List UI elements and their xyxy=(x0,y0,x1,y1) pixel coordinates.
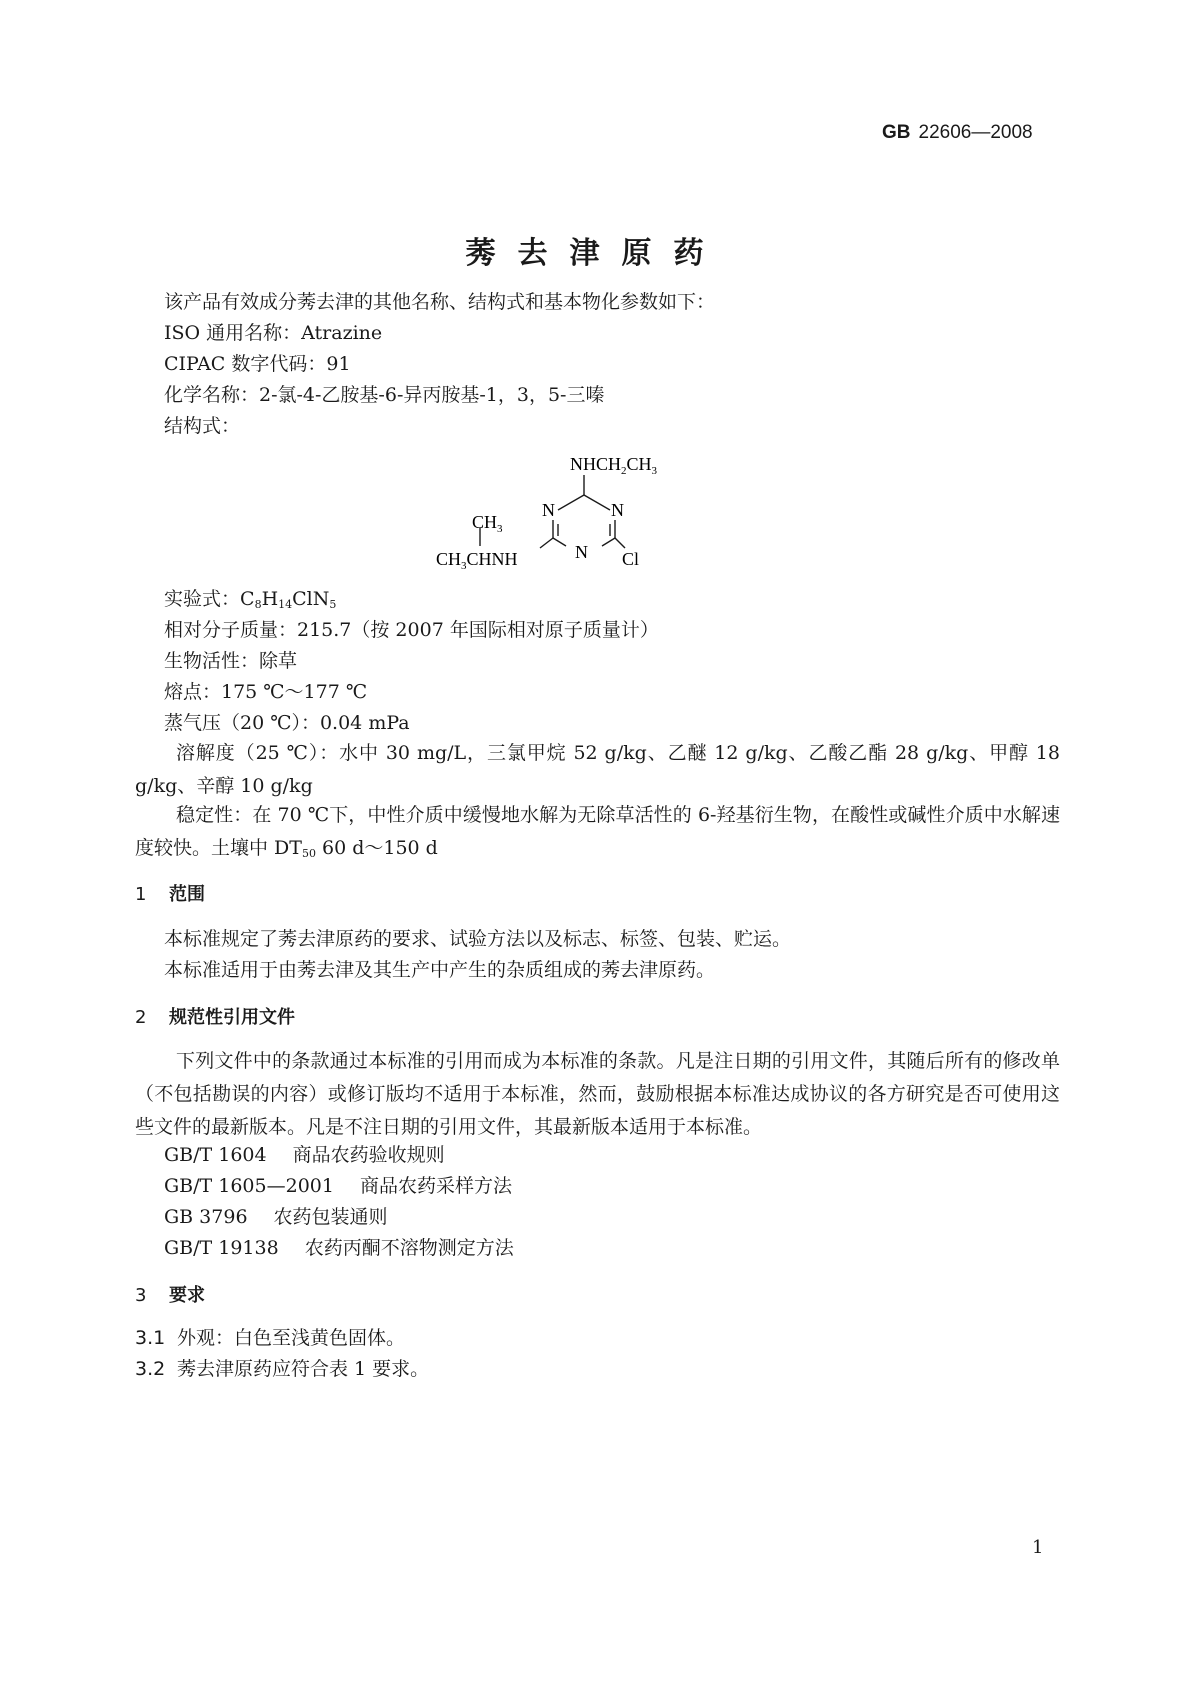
stability: 稳定性：在 70 ℃下，中性介质中缓慢地水解为无除草活性的 6-羟基衍生物，在酸性或碱性介质中水解速度较快。土壤中 $DT_{50}$ 60 d～150 d xyxy=(135,804,1060,860)
section-2-heading: 2 规范性引用文件 xyxy=(135,1007,295,1028)
solubility: 溶解度（25 ℃）：水中 30 mg/L，三氯甲烷 52 g/kg、乙醚 12 g/kg、乙酸乙酯 28 g/kg、甲醇 18 g/kg、辛醇 10 g/kg xyxy=(135,742,1060,797)
intro-lead: 该产品有效成分莠去津的其他名称、结构式和基本物化参数如下： xyxy=(164,291,716,313)
section-1-heading: 1 范围 xyxy=(135,884,205,905)
scope-para-2: 本标准适用于由莠去津及其生产中产生的杂质组成的莠去津原药。 xyxy=(164,959,716,981)
clause-3-1: 3.1 外观：白色至浅黄色固体。 xyxy=(135,1327,406,1349)
reference-item: GB/T 1604 商品农药验收规则 xyxy=(164,1144,445,1166)
melting-point: 熔点：175 ℃～177 ℃ xyxy=(164,681,368,703)
page-title: 莠去津原药 xyxy=(465,236,726,271)
structure-label: 结构式： xyxy=(164,415,241,437)
page-number: 1 xyxy=(1032,1537,1044,1558)
document-number: GB 22606—2008 xyxy=(882,122,1033,143)
ring-n-left: N xyxy=(542,500,555,520)
structural-formula xyxy=(420,440,700,580)
iso-name: ISO 通用名称：Atrazine xyxy=(164,322,383,344)
chemical-name: 化学名称：2-氯-4-乙胺基-6-异丙胺基-1，3，5-三嗪 xyxy=(164,384,605,406)
vapor-pressure: 蒸气压（20 ℃）：0.04 mPa xyxy=(164,712,410,734)
references-para: 下列文件中的条款通过本标准的引用而成为本标准的条款。凡是注日期的引用文件，其随后所有的修改单（不包括勘误的内容）或修订版均不适用于本标准，然而，鼓励根据本标准达成协议的各方研究是否可使用这些文件的最新版本。凡是不注日期的引用文件，其最新版本适用于本标准。 xyxy=(135,1050,1060,1138)
clause-3-2: 3.2 莠去津原药应符合表 1 要求。 xyxy=(135,1358,430,1380)
scope-para-1: 本标准规定了莠去津原药的要求、试验方法以及标志、标签、包装、贮运。 xyxy=(164,928,792,950)
chlorine-atom: Cl xyxy=(622,549,640,569)
reference-item: GB/T 1605—2001 商品农药采样方法 xyxy=(164,1175,512,1197)
ring-n-bottom: N xyxy=(575,542,588,562)
reference-item: GB 3796 农药包装通则 xyxy=(164,1206,388,1228)
ethylamino-group: $NHCH_2CH_3$ xyxy=(570,454,658,477)
molecular-formula: 实验式：$C_8H_{14}ClN_5$ xyxy=(164,588,337,611)
molecular-weight: 相对分子质量：215.7（按 2007 年国际相对原子质量计） xyxy=(164,619,659,641)
ring-n-right: N xyxy=(611,500,624,520)
section-3-heading: 3 要求 xyxy=(135,1285,205,1306)
cipac-code: CIPAC 数字代码：91 xyxy=(164,353,351,375)
isopropylamino-group: $CH_3CHNH$ xyxy=(436,549,518,572)
bioactivity: 生物活性：除草 xyxy=(164,650,298,672)
reference-item: GB/T 19138 农药丙酮不溶物测定方法 xyxy=(164,1237,514,1259)
methyl-group: $CH_3$ xyxy=(472,512,503,535)
